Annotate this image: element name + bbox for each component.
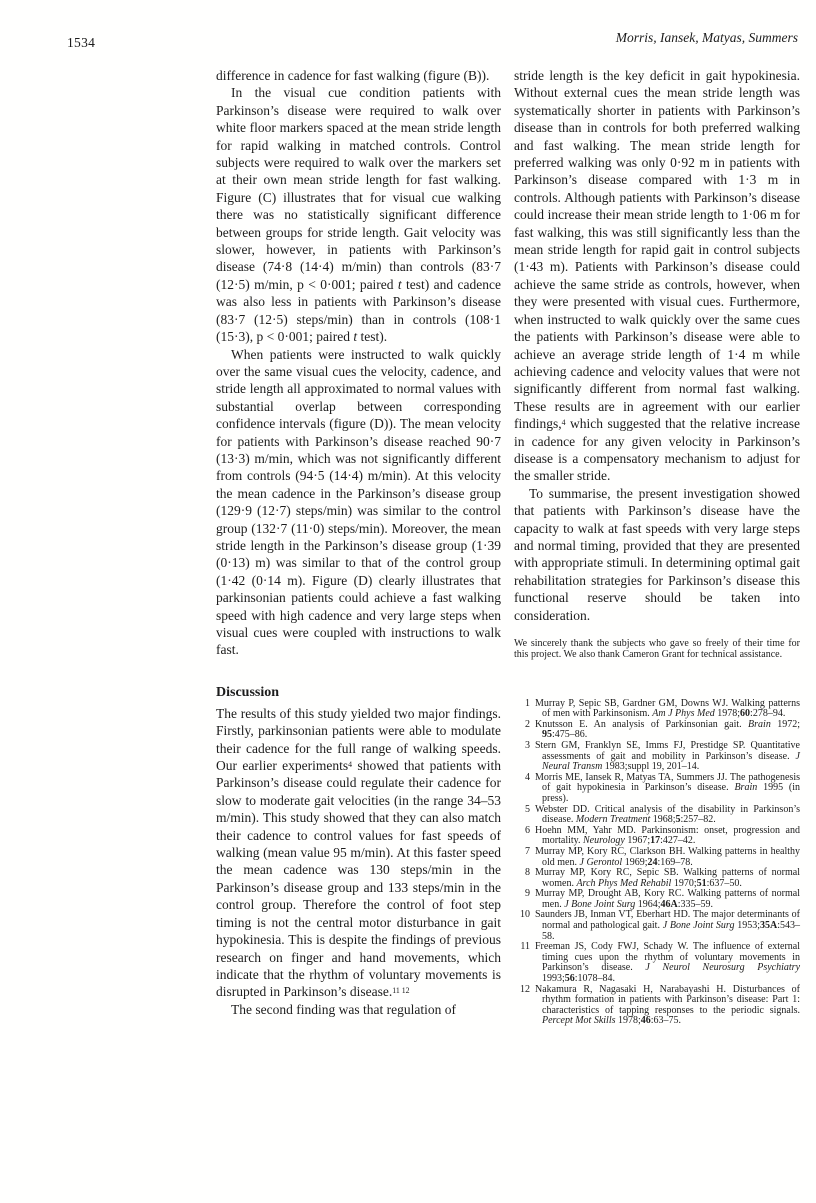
paragraph: stride length is the key deficit in gait hypokinesia. Without external cues the mean stride length was systematically shorter in patients with Parkinson’s disease than in controls for both preferred walking and fast walking. The mean stride length for preferred walking was only 0·92 m in patients with Parkinson’s disease compared with 1·3 m in controls. Although patients with Parkinson’s disease could increase their mean stride length to 1·06 m for fast walking, this was still significantly less than the mean stride length for rapid gait in control subjects (1·43 m). Patients with Parkinson’s disease could achieve the same stride as controls, however, when they were presented with visual cues. Furthermore, when instructed to walk quickly over the same cues the patients with Parkinson’s disease were able to achieve an average stride length of 1·4 m while achieving cadence and velocity values that were not significantly different from normal fast walking. These results are in agreement with our earlier findings,$^4$ which suggested that the relative increase in cadence for any given velocity in Parkinson’s disease is a compensatory mechanism to adjust for the smaller stride. bbox=[514, 68, 800, 484]
reference-item bbox=[514, 720, 800, 741]
reference-text: Murray MP, Drought AB, Kory RC. Walking patterns of normal men. J Bone Joint Surg 1964;46A:335–59. bbox=[535, 888, 800, 910]
text-columns bbox=[216, 67, 800, 1027]
reference-number: 11 bbox=[520, 941, 530, 953]
reference-item bbox=[514, 985, 800, 1027]
reference-list bbox=[514, 699, 800, 1027]
reference-text: Murray MP, Kory RC, Sepic SB. Walking patterns of normal women. Arch Phys Med Rehabil 1970;51:637–50. bbox=[535, 867, 800, 889]
paragraph: difference in cadence for fast walking (figure (B)). bbox=[216, 68, 490, 83]
reference-item bbox=[514, 805, 800, 826]
reference-number: 2 bbox=[525, 718, 530, 730]
paragraph: The second finding was that regulation of bbox=[231, 1001, 456, 1017]
reference-number: 1 bbox=[525, 697, 530, 709]
reference-text: Knutsson E. An analysis of Parkinsonian gait. Brain 1972; 95:475–86. bbox=[535, 718, 800, 741]
reference-text: Hoehn MM, Yahr MD. Parkinsonism: onset, progression and mortality. Neurology 1967;17:427–42. bbox=[535, 824, 800, 847]
reference-number: 5 bbox=[525, 803, 530, 815]
left-column bbox=[216, 67, 501, 1027]
reference-item bbox=[514, 773, 800, 805]
reference-item bbox=[514, 847, 800, 868]
reference-item bbox=[514, 868, 800, 889]
reference-number: 9 bbox=[525, 888, 530, 900]
reference-text: Webster DD. Critical analysis of the disability in Parkinson’s disease. Modern Treatment 1968;5:257–82. bbox=[535, 803, 800, 826]
paragraph: To summarise, the present investigation showed that patients with Parkinson’s disease have the capacity to walk at fast speeds with very large steps and normal timing, provided that they are presented with appropriate stimuli. In determining optimal gait rehabilitation strategies for Parkinson’s disease this functional reserve should be taken into consideration. bbox=[514, 485, 800, 623]
page-number: 1534 bbox=[67, 35, 96, 50]
paragraph: In the visual cue condition patients with Parkinson’s disease were required to walk over white floor markers spaced at the mean stride length for rapid walking in matched controls. Control subjects were required to walk over the markers set at their own mean stride length for fast walking. Figure (C) illustrates that for visual cue walking there was no statistically significant difference between groups for stride length. Gait velocity was slower, however, in patients with Parkinson’s disease (74·8 (14·4) m/min) than controls (83·7 (12·5) m/min, p < 0·001; paired t test) and cadence was also less in patients with Parkinson’s disease (83·7 (12·5) steps/min) than in controls (108·1 (15·3), p < 0·001; paired t test). bbox=[216, 85, 501, 345]
reference-text: Murray MP, Kory RC, Clarkson BH. Walking patterns in healthy old men. J Gerontol 1969;24:169–78. bbox=[535, 845, 800, 868]
running-head: Morris, Iansek, Matyas, Summers bbox=[615, 30, 798, 45]
reference-number: 8 bbox=[525, 867, 530, 879]
reference-item bbox=[514, 741, 800, 773]
right-column-body bbox=[514, 67, 800, 661]
section-heading: Discussion bbox=[216, 684, 280, 700]
reference-number: 4 bbox=[525, 771, 530, 783]
reference-item bbox=[514, 942, 800, 984]
reference-item bbox=[514, 889, 800, 910]
reference-number: 7 bbox=[525, 845, 530, 857]
paragraph: When patients were instructed to walk quickly over the same visual cues the velocity, cadence, and stride length all approximated to normal values with substantial overlap between corresponding confidence intervals (figure (D)). The mean velocity for patients with Parkinson’s disease reached 90·7 (13·3) m/min, which was not significantly different from controls (94·5 (14·4) m/min). At this velocity the mean cadence in the Parkinson’s disease group (129·9 (12·7) steps/min) was similar to the control group (132·7 (11·0) steps/min). Moreover, the mean stride length in the Parkinson’s disease group (1·39 (0·13) m) was similar to that of the control group (1·42 (0·14 m). Figure (D) clearly illustrates that parkinsonian patients could achieve a fast walking speed with high cadence and very large steps when visual cues were coupled with instructions to walk fast. bbox=[216, 346, 501, 658]
reference-number: 6 bbox=[525, 824, 530, 836]
reference-item bbox=[514, 910, 800, 942]
right-column bbox=[514, 67, 800, 1027]
reference-text: Murray P, Sepic SB, Gardner GM, Downs WJ. Walking patterns of men with Parkinsonism. Am J Phys Med 1978;60:278–94. bbox=[535, 697, 800, 720]
reference-text: Nakamura R, Nagasaki H, Narabayashi H. Disturbances of rhythm formation in patients with Parkinson’s disease: Part 1: characteristics of tapping responses to the periodic signals. Percept Mot Skills 1978;46:63–75. bbox=[535, 983, 800, 1027]
paragraph: The results of this study yielded two major findings. Firstly, parkinsonian patients were able to modulate their cadence for the full range of walking speeds. Our earlier experiments$^4$ showed that patients with Parkinson’s disease could regulate their cadence for slow to moderate gait velocities (in the range 34–53 m/min). This study showed that they can also match their cadence to control values for fast speeds of walking (mean value 95 m/min). At this faster speed the mean cadence was 130 steps/min in the Parkinson’s disease group and 133 steps/min in the control group. Therefore the control of foot step timing is not the central motor disturbance in gait hypokinesia. This is despite the findings of previous research on finger and hand movements, which indicate that the rhythm of voluntary movements is disrupted in Parkinson’s disease.$^{11 12}$ bbox=[216, 705, 501, 1000]
reference-number: 10 bbox=[520, 909, 530, 921]
reference-item bbox=[514, 826, 800, 847]
reference-number: 12 bbox=[520, 983, 530, 995]
reference-text: Stern GM, Franklyn SE, Imms FJ, Prestidge SP. Quantitative assessments of gait and mobility in Parkinson’s disease. J Neural Transm 1983;suppl 19, 201–14. bbox=[535, 739, 800, 773]
acknowledgement: We sincerely thank the subjects who gave so freely of their time for this project. We also thank Cameron Grant for technical assistance. bbox=[514, 638, 800, 660]
reference-number: 3 bbox=[525, 739, 530, 751]
reference-item bbox=[514, 699, 800, 720]
reference-text: Saunders JB, Inman VT, Eberhart HD. The major determinants of normal and pathological gait. J Bone Joint Surg 1953;35A:543–58. bbox=[535, 909, 800, 942]
reference-text: Freeman JS, Cody FWJ, Schady W. The influence of external timing cues upon the rhythm of voluntary movements in Parkinson’s disease. J Neurol Neurosurg Psychiatry 1993;56:1078–84. bbox=[535, 941, 801, 985]
reference-text: Morris ME, Iansek R, Matyas TA, Summers JJ. The pathogenesis of gait hypokinesia in Parkinson’s disease. Brain 1995 (in press). bbox=[535, 771, 800, 804]
